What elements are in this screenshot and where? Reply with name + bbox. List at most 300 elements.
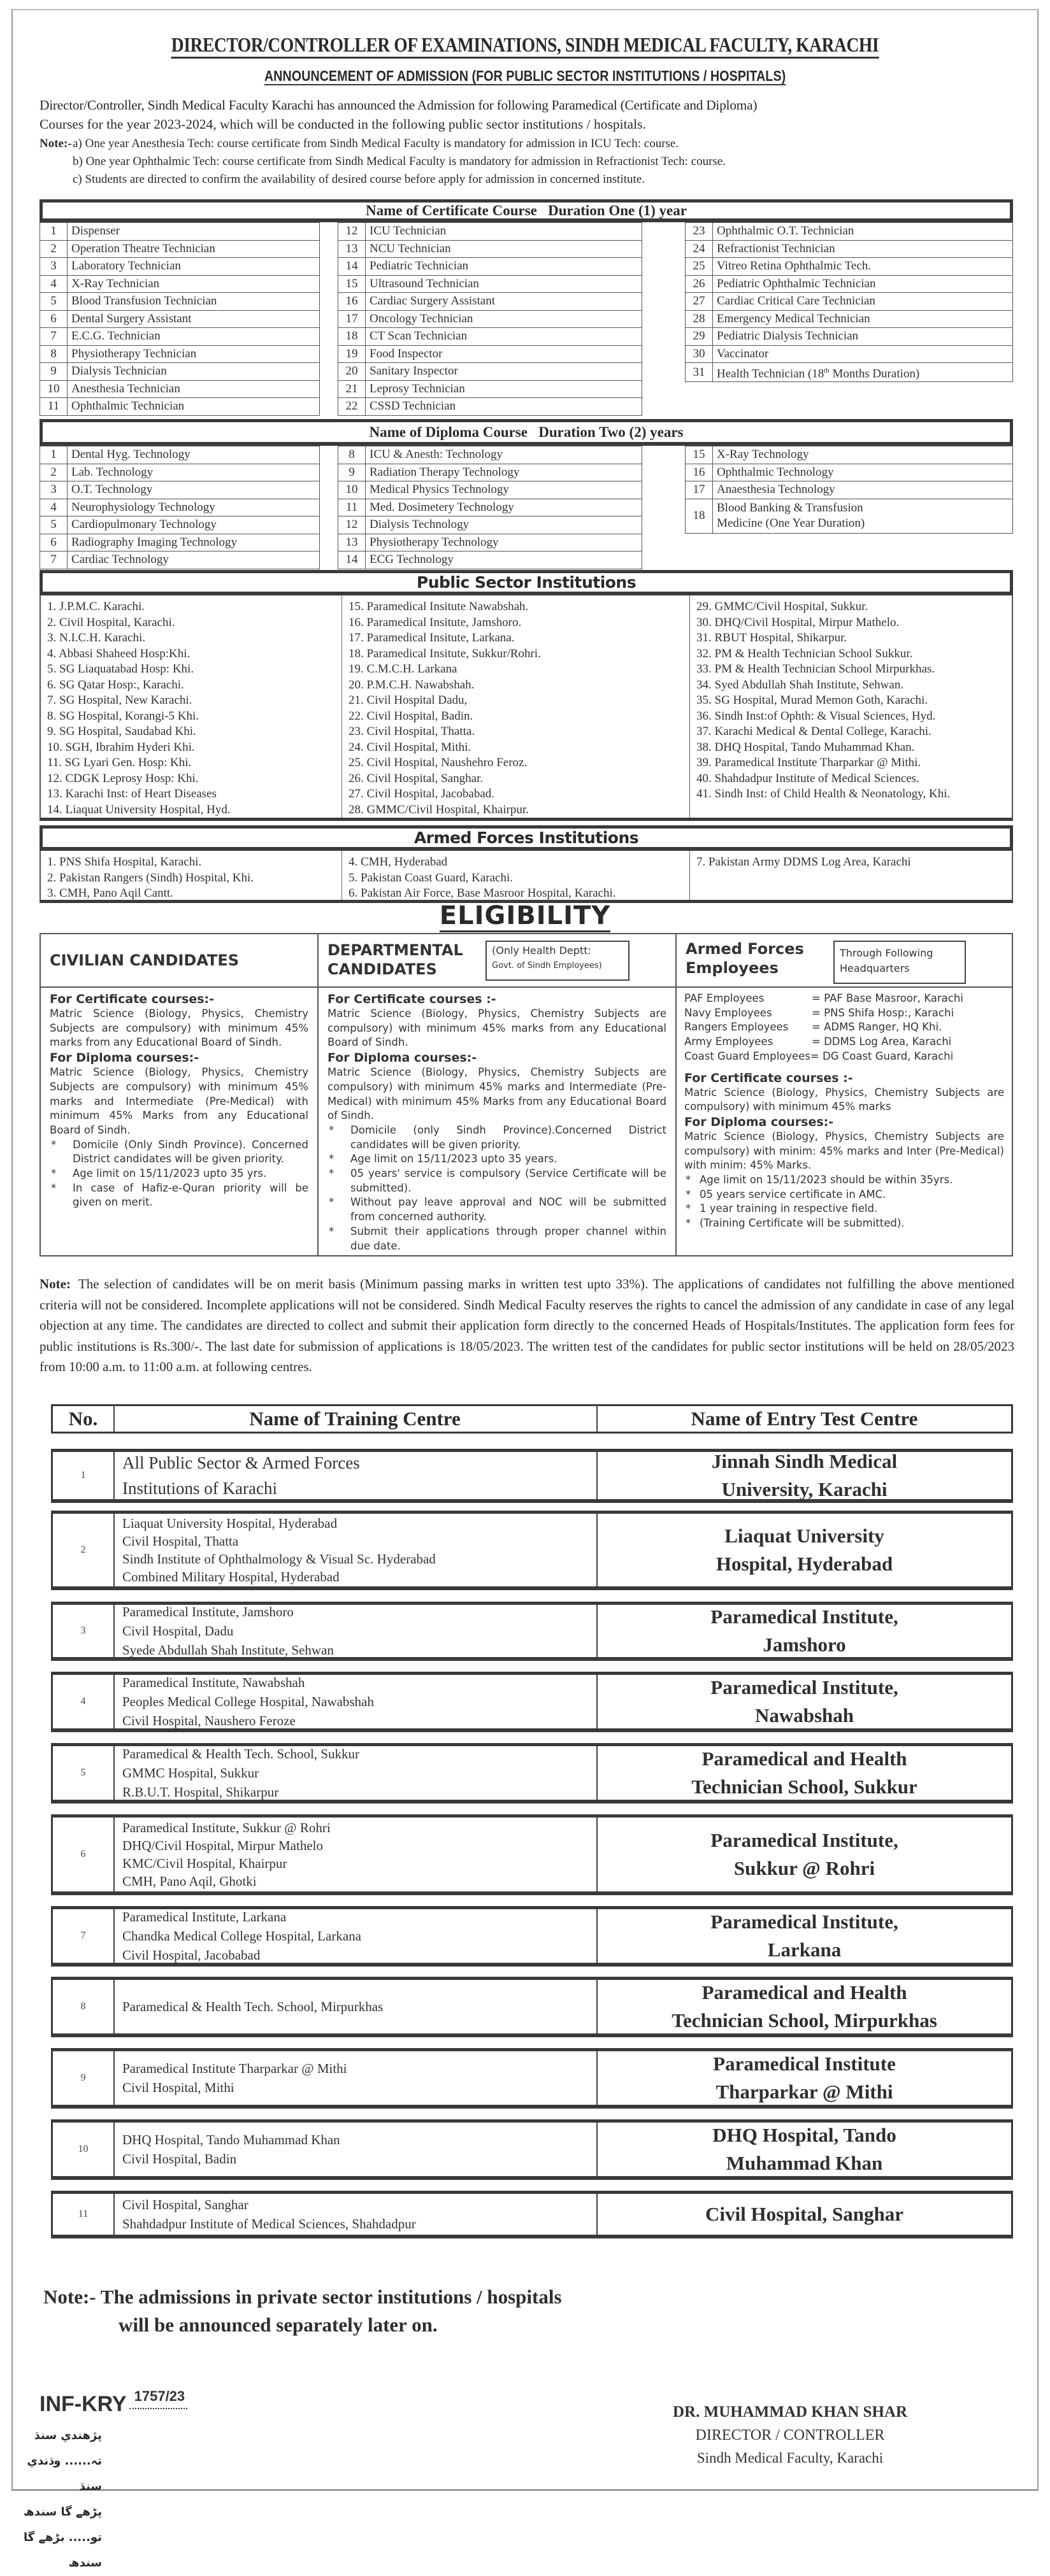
entry-test-centre-line: DHQ Hospital, Tando [712,2124,896,2146]
institution-item: 34. Syed Abdullah Shah Institute, Sehwan. [696,678,904,692]
institution-item: 6. Pakistan Air Force, Base Masroor Hospital, Karachi. [349,886,616,900]
headquarters-item [684,992,1004,1006]
centre-row [51,2119,1013,2180]
course-number: 27 [686,293,713,311]
course-name: Emergency Medical Technician [713,310,1013,328]
course-number: 22 [338,398,366,416]
headquarter: = PNS Shifa Hosp:, Karachi [812,1006,954,1019]
course-name: Dialysis Technician [68,363,320,381]
heading-line: CANDIDATES [327,960,437,978]
armed-body [684,992,1004,1231]
diploma-section-header: Name of Diploma Course Duration Two (2) years [40,419,1013,446]
training-centre: Sindh Institute of Ophthalmology & Visual Sc. Hyderabad [122,1551,436,1567]
entry-test-centre-line: Civil Hospital, Sanghar [705,2203,903,2225]
scope-line: (Only Health Deptt: [492,944,591,957]
institution-item: 19. C.M.C.H. Larkana [349,662,457,676]
course-row [338,363,642,381]
training-centres [113,1818,598,1891]
training-centre: DHQ/Civil Hospital, Mirpur Mathelo [122,1838,323,1853]
course-name: Physiotherapy Technician [68,345,320,363]
course-number: 12 [338,223,366,241]
course-number: 1 [40,223,68,241]
entry-test-centre-line: Technician School, Sukkur [691,1775,917,1798]
entry-test-centre [598,1452,1011,1499]
intro-line: Courses for the year 2023-2024, which will be conducted in the following public sector institutions / hospitals. [40,117,646,132]
institution-item: 5. Pakistan Coast Guard, Karachi. [349,871,514,885]
headquarters-list [684,992,1004,1064]
course-number: 12 [338,516,366,534]
course-name: Dental Hyg. Technology [68,446,320,464]
civilian-header [41,934,317,988]
course-name-line: Blood Banking & Transfusion [717,501,863,515]
course-number: 2 [40,240,68,258]
institution-item: 41. Sindh Inst: of Child Health & Neonatology, Khi. [696,787,951,801]
diploma-table-col1 [40,446,320,569]
course-row [338,258,642,276]
course-row [40,551,320,569]
selection-note-text: The selection of candidates will be on merit basis (Minimum passing marks in written test upto 33%). The applications of candidates not fulfilling the above mentioned criteria will not be considered. Incomplete applications will not be considered. Sindh Medical Faculty reserves the rights to cancel the admission of any candidate in case of any legal objection at any time. The candidates are directed to collect and submit their application form directly to the concerned Heads of Hospitals/Institutes. The application form fees for public institutions is Rs.300/-. The last date for submission of applications is 18/05/2023. The written test of the candidates for public sector institutions will be held on 28/05/2023 from 10:00 a.m. to 11:00 a.m. at following centres. [40,1276,1014,1374]
institution-item: 14. Liaquat University Hospital, Hyd. [47,802,231,816]
course-row [338,398,642,416]
diploma-table-col2 [338,446,642,569]
training-centre: Paramedical Institute, Sukkur @ Rohri [122,1820,331,1835]
public-institutions-header: Public Sector Institutions [40,570,1013,595]
certificate-table-col2 [338,222,642,416]
course-number: 17 [338,310,366,328]
page-title: DIRECTOR/CONTROLLER OF EXAMINATIONS, SINDH MEDICAL FACULTY, KARACHI [73,33,976,57]
course-name-line: Medicine (One Year Duration) [717,516,865,530]
institution-item: 32. PM & Health Technician School Sukkur. [696,646,913,660]
course-number: 16 [686,464,713,481]
course-name: Refractionist Technician [713,240,1013,258]
institution-item: 12. CDGK Leprosy Hosp: Khi. [47,771,199,785]
course-name: X-Ray Technician [68,275,320,293]
entry-test-centre [598,1605,1011,1657]
course-name: Ophthalmic Technician [68,398,320,416]
armed-heading [686,939,804,978]
course-name: Health Technician (18th Months Duration) [713,363,1013,382]
entry-test-centre-line: Liaquat University [724,1525,884,1547]
course-row [40,223,320,241]
diploma-text: Matric Science (Biology, Physics, Chemistry Subjects are compulsory) with minimum 45% marks and Intermediate (Pre-Medical) with minimum 45% Marks from any Educational Board of Sindh. [50,1066,308,1136]
eligibility-civilian [41,934,317,1255]
note-item: a) One year Anesthesia Tech: course certificate from Sindh Medical Faculty is mandatory for admission in ICU Tech: course. [73,137,679,150]
course-number: 29 [686,328,713,346]
entry-test-centre-line: Paramedical and Health [701,1747,907,1770]
course-row [686,328,1013,346]
entry-test-centre-line: Jamshoro [763,1633,846,1656]
page-subtitle: ANNOUNCEMENT OF ADMISSION (FOR PUBLIC SECTOR INSTITUTIONS / HOSPITALS) [264,68,786,84]
centre-row [51,1602,1013,1661]
course-number: 30 [686,345,713,363]
course-row [40,240,320,258]
course-number: 7 [40,328,68,346]
certificate-table-col3 [685,222,1013,382]
heading-line: Armed Forces [686,940,804,958]
institution-item: 4. CMH, Hyderabad [349,855,448,869]
course-row [40,258,320,276]
course-name: Cardiac Critical Care Technician [713,293,1013,311]
training-centre: KMC/Civil Hospital, Khairpur [122,1856,287,1871]
course-row [338,464,642,481]
armed-institutions-list [40,851,1013,903]
course-row [40,293,320,311]
eligibility-title: ELIGIBILITY [0,901,1050,930]
centre-number: 5 [53,1746,115,1800]
course-name: Cardiac Surgery Assistant [366,293,642,311]
course-number: 18 [338,328,366,346]
course-name: Radiography Imaging Technology [68,534,320,551]
course-number: 13 [338,240,366,258]
centre-number: 2 [53,1514,115,1586]
course-row [40,499,320,516]
course-name: ICU Technician [366,223,642,241]
course-number: 28 [686,310,713,328]
training-centre: CMH, Pano Aqil, Ghotki [122,1874,257,1889]
training-centre: Syede Abdullah Shah Institute, Sehwan [122,1642,334,1658]
training-centre: Civil Hospital, Dadu [122,1623,234,1639]
centre-number: 6 [53,1818,115,1891]
course-name: Physiotherapy Technology [366,534,642,551]
course-name: Anesthesia Technician [68,380,320,398]
course-name: Lab. Technology [68,464,320,481]
course-name: Vitreo Retina Ophthalmic Tech. [713,258,1013,276]
course-name: Blood Transfusion Technician [68,293,320,311]
course-number: 8 [40,345,68,363]
entry-test-centre [598,1818,1011,1891]
cert-label: For Certificate courses :- [327,992,496,1006]
course-number: 4 [40,275,68,293]
course-number: 31 [686,363,713,382]
centre-row [51,1814,1013,1895]
course-row [338,275,642,293]
training-centre: Chandka Medical College Hospital, Larkana [122,1928,361,1944]
centre-row [51,2191,1013,2238]
institution-item: 40. Shahdadpur Institute of Medical Sciences. [696,771,919,785]
course-row [40,275,320,293]
diploma-table-col3 [685,446,1013,534]
centre-row [51,1511,1013,1590]
eligibility-departmental [317,934,675,1255]
institution-item: 10. SGH, Ibrahim Hyderi Khi. [47,740,195,754]
intro-paragraph [40,96,1014,134]
course-row [40,380,320,398]
headquarters-item [684,1050,1004,1064]
course-name [713,499,1013,533]
public-institutions-col1 [41,595,342,818]
course-row [40,345,320,363]
centre-number: 10 [53,2123,115,2176]
course-name: Cardiopulmonary Technology [68,516,320,534]
training-centres [113,1514,598,1586]
institution-item: 6. SG Qatar Hosp:, Karachi. [47,678,184,692]
employee-group: Rangers Employees [684,1021,789,1034]
intro-line: Director/Controller, Sindh Medical Faculty Karachi has announced the Admission for following Paramedical (Certificate and Diploma) [40,97,758,113]
cert-label: For Certificate courses:- [50,992,214,1006]
entry-test-centre [598,2051,1011,2105]
course-row [686,499,1013,533]
centre-number: 9 [53,2051,115,2105]
course-number: 10 [338,481,366,499]
centres-table-header [51,1404,1013,1434]
institution-item: 26. Civil Hospital, Sanghar. [349,771,484,785]
entry-test-centre [598,2123,1011,2176]
scope-line: Through Following [840,947,933,959]
diploma-label: For Diploma courses:- [50,1051,199,1065]
course-name: Ultrasound Technician [366,275,642,293]
institution-item: 13. Karachi Inst: of Heart Diseases [47,787,217,801]
institution-item: 30. DHQ/Civil Hospital, Mirpur Mathelo. [696,615,900,629]
criteria-item: * Without pay leave approval and NOC will be submitted from concerned authority. [327,1195,666,1224]
public-institutions-col2 [342,595,689,818]
course-name: Dental Surgery Assistant [68,310,320,328]
note-line: Note:- The admissions in private sector institutions / hospitals [43,2286,562,2308]
centre-number: 3 [53,1605,115,1657]
inf-code [40,2388,187,2417]
course-name: CT Scan Technician [366,328,642,346]
training-centres [113,2123,598,2176]
headquarters-item [684,1020,1004,1035]
training-centres [113,1605,598,1657]
criteria-item: * 05 years' service is compulsory (Service Certificate will be submitted). [327,1167,666,1195]
criteria-item: * In case of Hafiz-e-Quran priority will be given on merit. [50,1181,308,1210]
institution-item: 15. Paramedical Insitute Nawabshah. [349,600,529,613]
course-row [686,310,1013,328]
course-name: Radiation Therapy Technology [366,464,642,481]
course-row [338,551,642,569]
course-number: 17 [686,481,713,499]
civilian-body [50,992,308,1210]
note-item: c) Students are directed to confirm the availability of desired course before apply for admission in concerned institute. [73,173,645,186]
training-centre: Civil Hospital, Thatta [122,1534,239,1549]
institution-item: 16. Paramedical Insitute, Jamshoro. [349,615,522,629]
entry-test-centre-line: Paramedical Institute, [710,1676,898,1698]
employee-group: Coast Guard Employees [684,1050,810,1062]
centre-row [51,1449,1013,1503]
armed-institutions-header: Armed Forces Institutions [40,825,1013,851]
entry-test-centre-line: Paramedical Institute, [710,1911,898,1933]
course-number: 4 [40,499,68,516]
institution-item: 9. SG Hospital, Saudabad Khi. [47,725,196,738]
course-row [686,275,1013,293]
course-number: 2 [40,464,68,481]
employee-group: PAF Employees [684,992,765,1004]
criteria-item: * Domicile (Only Sindh Province). Concerned District candidates will be given priority. [50,1138,308,1167]
entry-test-centre-line: Paramedical Institute, [710,1605,898,1628]
course-row [686,223,1013,241]
course-name: Sanitary Inspector [366,363,642,381]
institution-item: 5. SG Liaquatabad Hosp: Khi. [47,662,194,676]
training-centre: Civil Hospital, Naushero Feroze [122,1713,296,1728]
course-row [338,446,642,464]
criteria-item: * (Training Certificate will be submitted). [684,1216,1004,1231]
scope-line: Headquarters [840,962,910,974]
signatory-name: DR. MUHAMMAD KHAN SHAR [672,2403,908,2421]
institution-item: 7. SG Hospital, New Karachi. [47,694,192,707]
course-number: 14 [338,258,366,276]
course-number: 3 [40,258,68,276]
training-centre: DHQ Hospital, Tando Muhammad Khan [122,2132,340,2147]
institution-item: 11. SG Lyari Gen. Hosp: Khi. [47,756,192,769]
entry-test-centre [598,2194,1011,2235]
course-row [40,328,320,346]
institution-item: 28. GMMC/Civil Hospital, Khairpur. [349,802,529,816]
institution-item: 36. Sindh Inst:of Ophth: & Visual Sciences, Hyd. [696,709,936,723]
institution-item: 1. J.P.M.C. Karachi. [47,600,145,613]
course-name: ECG Technology [366,551,642,569]
course-row [686,240,1013,258]
centre-number: 1 [53,1452,115,1499]
entry-test-centre [598,1746,1011,1800]
training-centres [113,2194,598,2235]
departmental-header [319,934,675,988]
course-row [40,398,320,416]
course-name: Dispenser [68,223,320,241]
note-line: will be announced separately later on. [119,2314,438,2336]
inf-number: 1757/23 [129,2388,188,2409]
training-centre: Civil Hospital, Sanghar [122,2197,248,2212]
course-name: Ophthalmic Technology [713,464,1013,481]
headquarter: = DG Coast Guard, Karachi [810,1050,954,1062]
entry-test-centre [598,1909,1011,1963]
centre-number: 4 [53,1675,115,1728]
training-centre: Paramedical Institute, Jamshoro [122,1604,294,1619]
note-item: b) One year Ophthalmic Tech: course certificate from Sindh Medical Faculty is mandatory for admission in Refractionist Tech: course. [73,155,726,168]
training-centres [113,1980,598,2033]
training-centre: Liaquat University Hospital, Hyderabad [122,1516,338,1531]
eligibility-armed-forces [675,934,1012,1255]
centre-row [51,1743,1013,1804]
diploma-label: For Diploma courses:- [327,1051,477,1065]
public-institutions-col3 [689,595,1012,818]
course-name: Laboratory Technician [68,258,320,276]
scope-line: Govt. of Sindh Employees) [492,961,602,971]
institution-item: 3. CMH, Pano Aqil Cantt. [47,886,173,900]
institution-item: 27. Civil Hospital, Jacobabad. [349,787,495,801]
centre-row [51,1672,1013,1732]
course-row [338,240,642,258]
course-number: 19 [338,345,366,363]
diploma-text: Matric Science (Biology, Physics, Chemistry Subjects are compulsory) with minimum 45% marks and Intermediate (Pre-Medical) with minimum 45% Marks from any Educational Board of Sindh. [327,1066,666,1122]
course-name: Operation Theatre Technician [68,240,320,258]
civilian-heading: CIVILIAN CANDIDATES [50,951,240,969]
course-number: 9 [40,363,68,381]
course-number: 1 [40,446,68,464]
institution-item: 24. Civil Hospital, Mithi. [349,740,471,754]
entry-test-centre [598,1514,1011,1586]
course-number: 13 [338,534,366,551]
training-centre: Paramedical & Health Tech. School, Mirpurkhas [122,1999,384,2014]
course-row [686,464,1013,481]
course-name: NCU Technician [366,240,642,258]
diploma-text: Matric Science (Biology, Physics, Chemistry Subjects are compulsory) with minim: 45% marks and Inter (Pre-Medical) with minim: 45% Marks. [684,1130,1004,1172]
training-centre: GMMC Hospital, Sukkur [122,1765,259,1781]
institution-item: 23. Civil Hospital, Thatta. [349,725,475,738]
course-name: Pediatric Technician [366,258,642,276]
course-name: Dialysis Technology [366,516,642,534]
training-centres [113,2051,598,2105]
course-name: CSSD Technician [366,398,642,416]
training-centre: Paramedical & Health Tech. School, Sukkur [122,1746,359,1761]
training-centre: Paramedical Institute, Nawabshah [122,1675,305,1690]
centre-row [51,1977,1013,2037]
training-centre: Institutions of Karachi [122,1479,277,1498]
selection-note-label: Note: [40,1276,71,1292]
course-number: 11 [338,499,366,516]
entry-test-centre-line: Technician School, Mirpurkhas [672,2009,937,2032]
course-name: Cardiac Technology [68,551,320,569]
certificate-section-header: Name of Certificate Course Duration One (1) year [40,199,1013,222]
course-number: 20 [338,363,366,381]
headquarter: = DDMS Log Area, Karachi [812,1035,952,1048]
course-number: 6 [40,534,68,551]
course-number: 7 [40,551,68,569]
criteria-item: * Age limit on 15/11/2023 upto 35 years. [327,1152,666,1167]
institution-item: 25. Civil Hospital, Naushehro Feroz. [349,756,528,769]
training-centre: Combined Military Hospital, Hyderabad [122,1569,340,1584]
centre-number: 8 [53,1980,115,2033]
institution-item: 8. SG Hospital, Korangi-5 Khi. [47,709,199,723]
training-centres [113,1746,598,1800]
institution-item: 33. PM & Health Technician School Mirpurkhas. [696,662,935,676]
cert-text: Matric Science (Biology, Physics, Chemistry Subjects are compulsory) with minimum 45% marks [684,1086,1004,1113]
criteria-item: * 1 year training in respective field. [684,1202,1004,1216]
course-row [686,258,1013,276]
entry-test-centre-line: Paramedical Institute, [710,1829,898,1851]
course-number: 10 [40,380,68,398]
col-header-no: No. [53,1406,115,1432]
course-row [338,481,642,499]
institution-item: 18. Paramedical Insitute, Sukkur/Rohri. [349,646,541,660]
training-centre: Civil Hospital, Mithi [122,2080,234,2095]
course-row [40,534,320,551]
course-number: 6 [40,310,68,328]
cert-label: For Certificate courses :- [684,1071,853,1085]
course-row [40,481,320,499]
course-number: 26 [686,275,713,293]
private-sector-note [43,2283,562,2339]
course-name: Med. Dosimetery Technology [366,499,642,516]
course-name: Ophthalmic O.T. Technician [713,223,1013,241]
entry-test-centre-line: Paramedical Institute [713,2053,896,2075]
course-row [338,516,642,534]
course-row [40,310,320,328]
signatory-org: Sindh Medical Faculty, Karachi [696,2450,884,2466]
diploma-label: For Diploma courses:- [684,1114,834,1129]
heading-line: DEPARTMENTAL [327,941,463,959]
course-number: 5 [40,293,68,311]
training-centres [113,1452,598,1499]
course-number: 24 [686,240,713,258]
criteria-item: * 05 years service certificate in AMC. [684,1188,1004,1202]
institution-item: 37. Karachi Medical & Dental College, Karachi. [696,725,931,738]
training-centres [113,1909,598,1963]
course-number: 16 [338,293,366,311]
departmental-heading [327,941,463,979]
employee-group: Army Employees [684,1035,773,1048]
institution-item: 7. Pakistan Army DDMS Log Area, Karachi [696,855,911,869]
course-row [338,328,642,346]
heading-line: Employees [686,959,779,977]
course-row [40,446,320,464]
course-number: 14 [338,551,366,569]
criteria-item: * Age limit on 15/11/2023 upto 35 yrs. [50,1167,308,1181]
course-number: 15 [686,446,713,464]
entry-test-centre-line: Sukkur @ Rohri [733,1857,875,1879]
training-centres [113,1675,598,1728]
course-name: Leprosy Technician [366,380,642,398]
course-number: 18 [686,499,713,533]
